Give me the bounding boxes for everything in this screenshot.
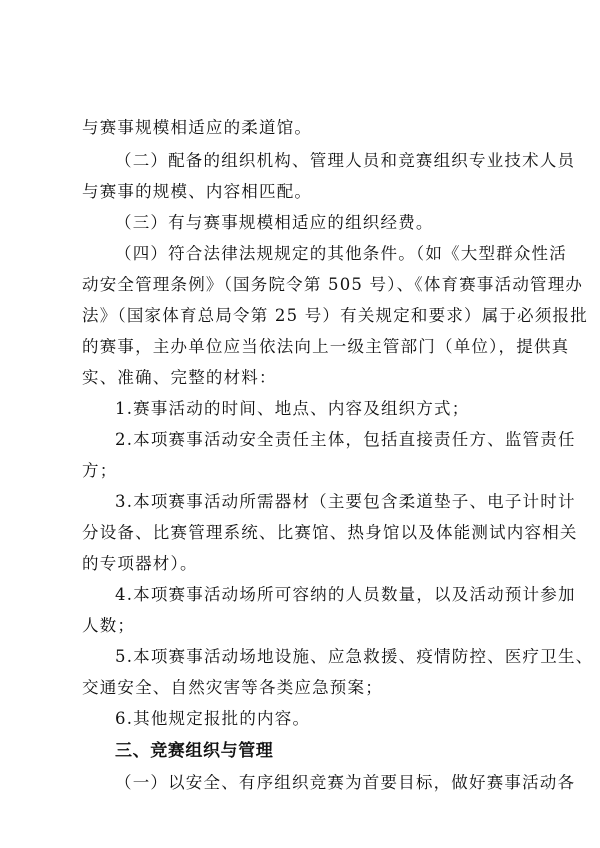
item-5-line-2: 交通安全、自然灾害等各类应急预案； (82, 678, 383, 697)
clause-4-line-1: （四）符合法律法规规定的其他条件。（如《大型群众性活 (115, 244, 567, 263)
section-3-clause-1-line-1: （一）以安全、有序组织竞赛为首要目标，做好赛事活动各 (115, 773, 576, 792)
clause-4-line-3: 法》（国家体育总局令第 25 号）有关规定和要求）属于必须报批 (82, 306, 588, 325)
clause-3-line: （三）有与赛事规模相适应的组织经费。 (115, 213, 434, 232)
item-3-line-3: 的专项器材）。 (82, 554, 198, 573)
item-3-line-1: 3.本项赛事活动所需器材（主要包含柔道垫子、电子计时计 (115, 492, 576, 511)
item-6-line: 6.其他规定报批的内容。 (115, 709, 311, 728)
item-5-line-1: 5.本项赛事活动场地设施、应急救援、疫情防控、医疗卫生、 (115, 647, 594, 666)
item-3-line-2: 分设备、比赛管理系统、比赛馆、热身馆以及体能测试内容相关 (82, 523, 578, 542)
item-2-line-1: 2.本项赛事活动安全责任主体，包括直接责任方、监管责任 (115, 430, 576, 449)
item-1-line: 1.赛事活动的时间、地点、内容及组织方式； (115, 399, 470, 418)
clause-4-line-2: 动安全管理条例》（国务院令第 505 号）、《体育赛事活动管理办 (82, 275, 584, 294)
clause-2-line-1: （二）配备的组织机构、管理人员和竞赛组织专业技术人员 (115, 151, 576, 170)
clause-4-line-5: 实、准确、完整的材料： (82, 368, 277, 387)
clause-4-line-4: 的赛事，主办单位应当依法向上一级主管部门（单位），提供真 (82, 337, 570, 356)
section-heading-competition-organization: 三、竞赛组织与管理 (115, 741, 274, 761)
item-4-line-2: 人数； (82, 616, 136, 635)
item-4-line-1: 4.本项赛事活动场所可容纳的人员数量，以及活动预计参加 (115, 585, 576, 604)
item-2-line-2: 方； (82, 461, 118, 480)
clause-2-line-2: 与赛事的规模、内容相匹配。 (82, 182, 313, 201)
paragraph-line-venue-end: 与赛事规模相适应的柔道馆。 (82, 118, 313, 137)
